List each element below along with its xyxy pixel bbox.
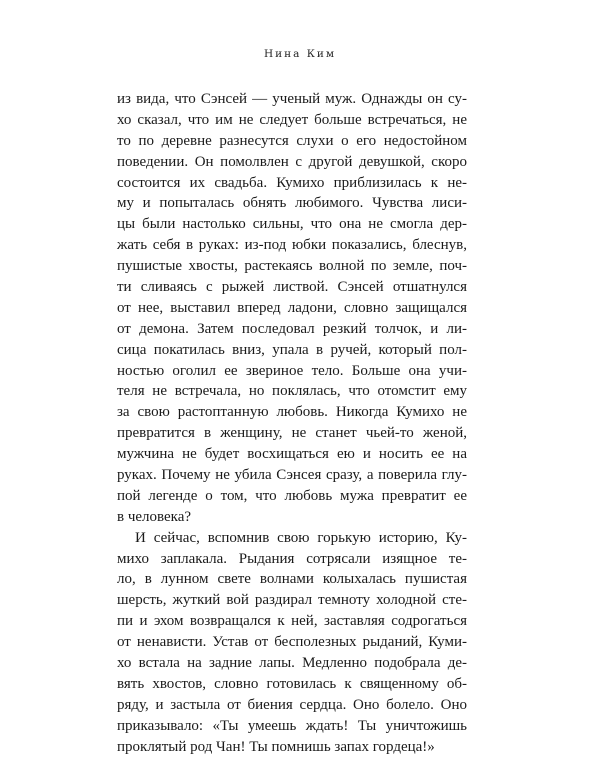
text-line: жать себя в руках: из-под юбки показались, блеснув, xyxy=(117,237,467,254)
text-line: проклятый род Чан! Ты помнишь запах гордеца!» xyxy=(117,738,435,755)
running-head-author: Нина Ким xyxy=(263,48,337,60)
text-line: хо встала на задние лапы. Медленно подобрала де- xyxy=(117,655,467,672)
text-line: мужчина не будет восхищаться ею и носить ее на xyxy=(117,446,467,463)
text-line: михо заплакала. Рыдания сотрясали изящное те- xyxy=(117,550,467,567)
text-line: руках. Почему не убила Сэнсея сразу, а поверила глу- xyxy=(117,467,467,484)
text-line: ло, в лунном свете волнами колыхалась пушистая xyxy=(117,571,467,588)
text-line: за свою растоптанную любовь. Никогда Кумихо не xyxy=(117,404,467,421)
text-line: ностью оголил ее звериное тело. Больше она учи- xyxy=(117,362,467,379)
text-line: ти сливаясь с рыжей листвой. Сэнсей отшатнулся xyxy=(117,279,467,296)
text-line: И сейчас, вспомнив свою горькую историю, Ку- xyxy=(135,529,467,546)
body-text xyxy=(117,89,467,758)
text-line: пи и эхом возвращался к ней, заставляя содрогаться xyxy=(117,613,467,630)
text-line: из вида, что Сэнсей — ученый муж. Однажды он су- xyxy=(117,91,467,107)
text-line: состоится их свадьба. Кумихо приблизилась к не- xyxy=(117,174,467,191)
text-line: приказывало: «Ты умеешь ждать! Ты уничтожишь xyxy=(117,717,467,734)
text-line: теля не встречала, но поклялась, что отомстит ему xyxy=(117,383,467,400)
text-line: вять хвостов, словно готовилась к священному об- xyxy=(117,675,467,692)
text-line: сица покатилась вниз, упала в ручей, который пол- xyxy=(117,341,467,358)
text-line: в человека? xyxy=(117,508,192,525)
text-line: хо сказал, что им не следует больше встречаться, не xyxy=(117,111,467,128)
text-line: от нее, выставил вперед ладони, словно защищался xyxy=(117,299,467,316)
text-line: превратится в женщину, не станет чьей-то женой, xyxy=(117,425,467,442)
text-line: цы были настолько сильны, что она не смогла дер- xyxy=(117,216,467,233)
text-line: му и попыталась обнять любимого. Чувства лиси- xyxy=(117,195,467,212)
text-line: ряду, и застыла от биения сердца. Оно болело. Оно xyxy=(117,696,467,713)
text-line: то по деревне разнесутся слухи о его недостойном xyxy=(117,132,467,149)
text-line: от демона. Затем последовал резкий толчок, и ли- xyxy=(117,320,467,337)
text-line: шерсть, жуткий вой раздирал темноту холодной сте- xyxy=(117,592,467,609)
text-line: поведении. Он помолвлен с другой девушкой, скоро xyxy=(117,153,467,170)
text-line: пушистые хвосты, растекаясь волной по земле, поч- xyxy=(117,258,467,275)
text-line: от ненависти. Устав от бесполезных рыданий, Куми- xyxy=(117,634,467,651)
text-line: пой легенде о том, что любовь мужа превратит ее xyxy=(117,487,467,504)
